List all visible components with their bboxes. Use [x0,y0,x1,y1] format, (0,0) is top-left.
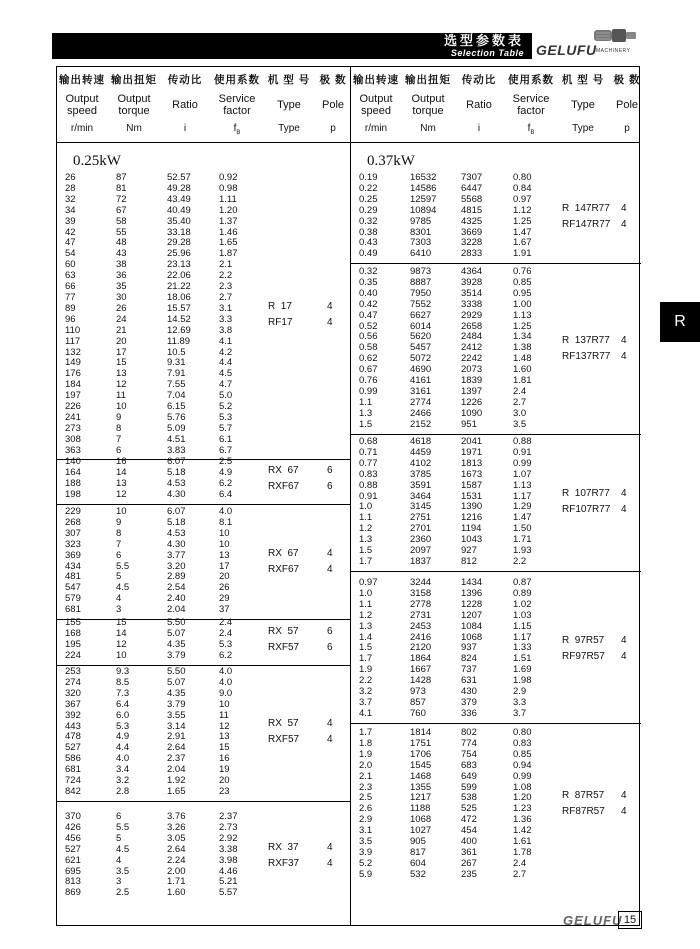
left-group-1-type: RX 67 RXF67 [268,464,300,492]
banner-title [444,35,524,59]
left-group-3-torque-column: 15 14 12 10 [116,617,127,661]
header-cn-0: 输出转速 [59,74,105,86]
header-cn-2: 传动比 [461,74,497,86]
left-group-0-pole: 4 4 [327,300,333,328]
right-group-0-ratio-column: 7307 6447 5568 4815 4325 3669 3228 2833 [461,172,483,260]
header-unit-1: Nm [126,123,142,134]
right-group-0-speed-column: 0.19 0.22 0.25 0.29 0.32 0.38 0.43 0.49 [359,172,378,260]
right-group-3-type: R 97R57 RF97R57 [562,634,605,662]
section-tab-r: R [660,302,700,342]
right-group-0-pole: 4 4 [621,202,627,230]
right-group-2-speed-column: 0.68 0.71 0.77 0.83 0.88 0.91 1.0 1.1 1.2 1.3 1.5 1.7 [359,436,378,567]
left-group-1-speed-column: 140 164 188 198 [65,456,81,500]
left-group-1-torque-column: 16 14 13 12 [116,456,127,500]
header-en-2: Ratio [172,99,198,111]
left-group-3-factor-column: 2.4 2.4 5.3 6.2 [219,617,233,661]
left-group-0-divider [57,459,350,460]
header-en-1: Output torque [411,93,445,117]
header-unit-5: p [330,123,336,134]
left-group-5-torque-column: 6 5.5 5 4.5 4 3.5 3 2.5 [116,811,130,899]
header-cn-2: 传动比 [167,74,203,86]
right-group-1-torque-column: 9873 8887 7950 7552 6627 6014 5620 5457 5072 4690 4161 3161 2774 2466 2152 [410,266,432,430]
footer-brand: GELUFU [563,913,623,928]
header-en-5: Pole [615,99,639,111]
right-group-4-torque-column: 1814 1751 1706 1545 1468 1355 1217 1188 1068 1027 905 817 604 532 [410,727,432,880]
header-en-5: Pole [321,99,345,111]
banner-title-en: Selection Table [450,48,524,58]
left-group-3-divider [57,665,350,666]
left-group-3-speed-column: 155 168 195 224 [65,617,81,661]
header-unit-0: r/min [70,123,94,134]
right-group-2-torque-column: 4618 4459 4102 3785 3591 3464 3145 2751 2701 2360 2097 1837 [410,436,432,567]
right-group-2-type: R 107R77 RF107R77 [562,488,611,516]
left-group-0-torque-column: 87 81 72 67 58 55 48 43 38 36 35 30 26 24 21 20 17 15 13 12 11 10 9 8 7 6 [116,172,127,456]
left-group-5-type: RX 37 RXF37 [268,841,300,869]
header-en-3: Service factor [218,93,256,117]
right-group-3-speed-column: 0.97 1.0 1.1 1.2 1.3 1.4 1.5 1.7 1.9 2.2 3.2 3.7 4.1 [359,577,378,719]
left-group-5-pole: 4 4 [327,841,333,869]
header-unit-1: Nm [420,123,436,134]
left-group-2-ratio-column: 6.07 5.18 4.53 4.30 3.77 3.20 2.89 2.54 2.40 2.04 [167,506,186,616]
header-cn-4: 机 型 号 [561,74,605,86]
header-unit-3: $f_B$ [527,123,535,136]
header-banner [52,33,642,59]
right-group-3-factor-column: 0.87 0.89 1.02 1.03 1.15 1.17 1.33 1.51 1.69 1.98 2.9 3.3 3.7 [513,577,532,719]
left-group-2-torque-column: 10 9 8 7 6 5.5 5 4.5 4 3 [116,506,130,616]
left-group-0-ratio-column: 52.57 49.28 43.49 40.49 35.40 33.18 29.28 25.96 23.13 22.06 21.22 18.06 15.57 14.52 12.69 11.89 10.5 9.31 7.91 7.55 7.04 6.15 5.76 5.09 4.51 3.83 [167,172,191,456]
header-en-2: Ratio [466,99,492,111]
header-cn-5: 极 数 [613,74,641,86]
right-group-0-torque-column: 16532 14586 12597 10894 9785 8301 7303 6410 [410,172,437,260]
right-group-0-type: R 147R77 RF147R77 [562,202,611,230]
header-en-3: Service factor [512,93,550,117]
header-unit-0: r/min [364,123,388,134]
right-group-3-torque-column: 3244 3158 2778 2731 2453 2416 2120 1864 1667 1428 973 857 760 [410,577,432,719]
right-group-4-pole: 4 4 [621,790,627,818]
header-cn-3: 使用系数 [508,74,554,86]
header-unit-5: p [624,123,630,134]
left-group-2-pole: 4 4 [327,547,333,575]
left-group-4-divider [57,801,350,802]
left-group-0-type: R 17 RF17 [268,300,293,328]
right-group-2-ratio-column: 2041 1971 1813 1673 1587 1531 1390 1216 1194 1043 927 812 [461,436,483,567]
banner-title-cn: 选型参数表 [443,33,524,48]
left-group-4-factor-column: 4.0 4.0 9.0 10 11 12 13 15 16 19 20 23 [219,666,233,797]
left-group-3-ratio-column: 5.50 5.07 4.35 3.79 [167,617,186,661]
center-divider [350,67,351,925]
right-group-2-factor-column: 0.88 0.91 0.99 1.07 1.13 1.17 1.29 1.47 1.50 1.71 1.93 2.2 [513,436,532,567]
left-group-1-pole: 6 6 [327,464,333,492]
left-group-0-factor-column: 0.92 0.98 1.11 1.20 1.37 1.46 1.65 1.87 2.1 2.2 2.3 2.7 3.1 3.3 3.8 4.1 4.2 4.4 4.5 4.7 5.0 5.2 5.3 5.7 6.1 6.7 [219,172,238,456]
right-group-0-factor-column: 0.80 0.84 0.97 1.12 1.25 1.47 1.67 1.91 [513,172,532,260]
left-group-4-type: RX 57 RXF57 [268,718,300,746]
right-group-2-pole: 4 4 [621,488,627,516]
left-group-5-speed-column: 370 426 456 527 621 695 813 869 [65,811,81,899]
left-group-2-divider [57,619,350,620]
left-group-5-factor-column: 2.37 2.73 2.92 3.38 3.98 4.46 5.21 5.57 [219,811,238,899]
left-group-0-speed-column: 26 28 32 34 39 42 47 54 60 63 66 77 89 96 110 117 132 149 176 184 197 226 241 273 308 363 [65,172,81,456]
header-en-1: Output torque [117,93,151,117]
right-group-3-divider [351,723,641,724]
left-power: 0.25kW [73,153,121,169]
header-divider [57,142,639,143]
left-group-3-type: RX 57 RXF57 [268,625,300,653]
left-group-1-divider [57,504,350,505]
header-cn-3: 使用系数 [214,74,260,86]
left-group-4-torque-column: 9.3 8.5 7.3 6.4 6.0 5.3 4.9 4.4 4.0 3.4 3.2 2.8 [116,666,130,797]
header-en-4: Type [571,99,595,111]
brand-subtitle: MACHINERY [596,48,631,54]
header-cn-4: 机 型 号 [267,74,311,86]
right-group-3-ratio-column: 1434 1396 1228 1207 1084 1068 937 824 737 631 430 379 336 [461,577,483,719]
right-group-4-factor-column: 0.80 0.83 0.85 0.94 0.99 1.08 1.20 1.23 1.36 1.42 1.61 1.78 2.4 2.7 [513,727,532,880]
brand-box [532,33,642,59]
right-group-3-pole: 4 4 [621,634,627,662]
header-cn-1: 输出扭矩 [405,74,451,86]
left-group-3-pole: 6 6 [327,625,333,653]
left-group-1-factor-column: 2.5 4.9 6.2 6.4 [219,456,233,500]
brand-logo: GELUFU [536,42,597,58]
left-group-2-type: RX 67 RXF67 [268,547,300,575]
left-group-4-pole: 4 4 [327,718,333,746]
right-group-2-divider [351,571,641,572]
header-cn-5: 极 数 [319,74,347,86]
left-group-1-ratio-column: 6.07 5.18 4.53 4.30 [167,456,186,500]
header-unit-4: Type [572,123,594,134]
right-group-1-factor-column: 0.76 0.85 0.95 1.00 1.13 1.25 1.34 1.38 1.48 1.60 1.81 2.4 2.7 3.0 3.5 [513,266,532,430]
header-cn-0: 输出转速 [353,74,399,86]
right-group-1-divider [351,434,641,435]
right-group-1-speed-column: 0.32 0.35 0.40 0.42 0.47 0.52 0.56 0.58 0.62 0.67 0.76 0.99 1.1 1.3 1.5 [359,266,378,430]
selection-table [56,66,640,926]
header-unit-2: i [183,123,187,134]
gear-motor-icon [592,27,638,43]
right-group-1-type: R 137R77 RF137R77 [562,334,611,362]
header-en-0: Output speed [65,93,99,117]
header-en-4: Type [277,99,301,111]
right-group-1-pole: 4 4 [621,334,627,362]
left-group-5-ratio-column: 3.76 3.26 3.05 2.64 2.24 2.00 1.71 1.60 [167,811,186,899]
header-cn-1: 输出扭矩 [111,74,157,86]
header-unit-3: $f_B$ [233,123,241,136]
right-group-1-ratio-column: 4364 3928 3514 3338 2929 2658 2484 2412 2242 2073 1839 1397 1226 1090 951 [461,266,483,430]
page-number: 15 [618,911,642,929]
right-group-4-speed-column: 1.7 1.8 1.9 2.0 2.1 2.3 2.5 2.6 2.9 3.1 3.5 3.9 5.2 5.9 [359,727,373,880]
left-group-2-speed-column: 229 268 307 323 369 434 481 547 579 681 [65,506,81,616]
right-group-4-type: R 87R57 RF87R57 [562,790,605,818]
header-unit-2: i [477,123,481,134]
header-unit-4: Type [278,123,300,134]
right-power: 0.37kW [367,153,415,169]
left-group-4-ratio-column: 5.50 5.07 4.35 3.79 3.55 3.14 2.91 2.64 2.37 2.04 1.92 1.65 [167,666,186,797]
left-group-2-factor-column: 4.0 8.1 10 10 13 17 20 26 29 37 [219,506,233,616]
header-en-0: Output speed [359,93,393,117]
right-group-0-divider [351,263,641,264]
left-group-4-speed-column: 253 274 320 367 392 443 478 527 586 681 724 842 [65,666,81,797]
right-group-4-ratio-column: 802 774 754 683 649 599 538 525 472 454 400 361 267 235 [461,727,477,880]
